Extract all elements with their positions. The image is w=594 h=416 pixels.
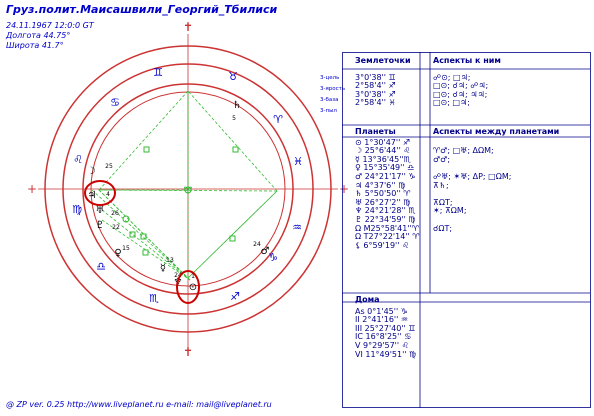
zodiac-sign-icon: ♉ [228, 70, 238, 83]
footer-credits: @ ZP ver. 0.25 http://www.liveplanet.ru e-mail: mail@liveplanet.ru [6, 400, 272, 409]
houses-table [343, 296, 590, 359]
row-aspects: □⊙; ☌♃; ♃♃; [433, 89, 488, 99]
row-position: ⊙ 1°30'47'' ♐ [355, 137, 411, 147]
svg-text:22: 22 [112, 224, 120, 231]
row-aspects: ♈♂; □♅; ΔΩM; [433, 146, 494, 156]
uranus-icon: ♅ [95, 205, 105, 216]
row-position: II 2°41'16'' ♒ [355, 315, 409, 325]
zodiac-sign-icon: ♏ [149, 292, 159, 305]
svg-text:1: 1 [191, 273, 195, 280]
pluto-icon: ♇ [95, 220, 105, 231]
row-aspects: ⊼ΩT; [433, 197, 453, 207]
row-aspects: ✶; ⊼ΩM; [433, 206, 467, 216]
moon-icon: ☽ [86, 166, 96, 177]
row-position: Ω M25°58'41''♈ [355, 223, 419, 233]
row-position: As 0°1'45'' ♑ [355, 306, 408, 316]
center-glyph: ♈ [183, 186, 193, 197]
zodiac-sign-icon: ♒ [292, 221, 302, 234]
earth-points-table [343, 57, 590, 108]
earth-point-label: 3-пыл [320, 108, 337, 114]
longitude-label: Долгота 44.75° [6, 31, 71, 40]
row-aspects: □⊙; □♃; [433, 98, 470, 108]
venus-icon: ♀ [114, 248, 122, 259]
row-position: III 25°27'40'' ♊ [355, 323, 416, 333]
zodiac-sign-icon: ♈ [273, 113, 283, 126]
row-aspects: ☌ΩT; [433, 223, 453, 233]
row-position: V 9°29'57'' ♌ [355, 340, 409, 350]
row-position: ♀ 15°35'49'' ♎ [355, 163, 415, 173]
row-aspects: ☍⊙; □♃; [433, 72, 471, 82]
row-position: 3°0'38'' ♊ [355, 72, 396, 82]
chart-title: Груз.полит.Маисашвили_Георгий_Тбилиси [6, 3, 278, 16]
row-position: ♂ 24°21'17'' ♑ [355, 171, 416, 181]
zodiac-sign-icon: ♑ [268, 251, 278, 264]
mercury-icon: ☿ [159, 263, 167, 274]
row-position: Ω T27°22'14'' ♈ [355, 232, 420, 242]
mc-marker-icon: ✝ [182, 20, 194, 34]
row-position: 2°58'4'' ♓ [355, 98, 396, 108]
table-row [343, 99, 590, 108]
zodiac-sign-icon: ♓ [293, 155, 303, 168]
svg-text:15: 15 [122, 245, 130, 252]
ic-marker-icon: ✝ [182, 345, 194, 359]
earth-points-header: Землеточки [355, 56, 411, 65]
svg-text:26: 26 [111, 210, 119, 217]
earth-point-label: 3-база [320, 97, 339, 103]
dsc-marker-icon: + [338, 182, 350, 196]
table-row [343, 242, 590, 251]
svg-text:4: 4 [106, 191, 110, 198]
zodiac-sign-icon: ♍ [72, 203, 82, 216]
earth-point-label: 3-цель [320, 75, 340, 81]
saturn-icon: ♄ [232, 100, 242, 111]
zodiac-sign-icon: ♋ [110, 96, 120, 109]
houses-header: Дома [355, 295, 380, 304]
row-position: 3°0'38'' ♐ [355, 89, 396, 99]
row-aspects: ⊼♄; [433, 180, 449, 190]
svg-text:24: 24 [253, 241, 261, 248]
earth-point-label: 3-ярость [320, 86, 346, 92]
latitude-label: Широта 41.7° [6, 41, 64, 50]
zodiac-sign-icon: ♐ [230, 290, 240, 303]
row-position: ♄ 5°50'50'' ♈ [355, 189, 411, 199]
row-position: ♅ 26°27'2'' ♍ [355, 197, 411, 207]
svg-text:24: 24 [174, 272, 182, 279]
planets-table [343, 128, 590, 250]
neptune-icon: ♆ [173, 277, 183, 288]
row-aspects: □⊙; ☌♃; ☍♃; [433, 81, 489, 91]
birth-datetime: 24.11.1967 12:0:0 GT [6, 21, 94, 30]
row-position: ♇ 22°34'59'' ♍ [355, 214, 416, 224]
row-position: 2°58'4'' ♐ [355, 81, 396, 91]
row-position: IC 16°8'25'' ♋ [355, 332, 412, 342]
asc-marker-icon: + [26, 182, 38, 196]
zodiac-sign-icon: ♊ [153, 66, 163, 79]
svg-text:5: 5 [232, 115, 236, 122]
aspect-markers [123, 147, 238, 255]
earth-aspects-header: Аспекты к ним [433, 56, 501, 65]
row-aspects: ♂♂; [433, 154, 451, 164]
sun-icon: ⊙ [188, 282, 198, 293]
zodiac-sign-icon: ♌ [73, 153, 83, 166]
row-position: ⚸ 6°59'19'' ♌ [355, 240, 410, 250]
jupiter-icon: ♃ [87, 190, 97, 201]
svg-text:13: 13 [166, 257, 174, 264]
table-row [343, 351, 590, 360]
row-position: ☿ 13°36'45''♏ [355, 154, 411, 164]
planets-header: Планеты [355, 127, 396, 136]
planet-aspects-header: Аспекты между планетами [433, 127, 560, 136]
row-position: ♃ 4°37'6'' ♍ [355, 180, 406, 190]
svg-text:25: 25 [105, 163, 113, 170]
row-position: VI 11°49'51'' ♍ [355, 349, 417, 359]
row-position: ♆ 24°21'28'' ♏ [355, 206, 416, 216]
row-aspects: ☍♅; ✶♅; ΔΡ; □ΩM; [433, 171, 512, 181]
row-position: ☽ 25°6'44'' ♌ [355, 146, 411, 156]
zodiac-sign-icon: ♎ [96, 260, 106, 273]
mars-icon: ♂ [260, 246, 270, 257]
